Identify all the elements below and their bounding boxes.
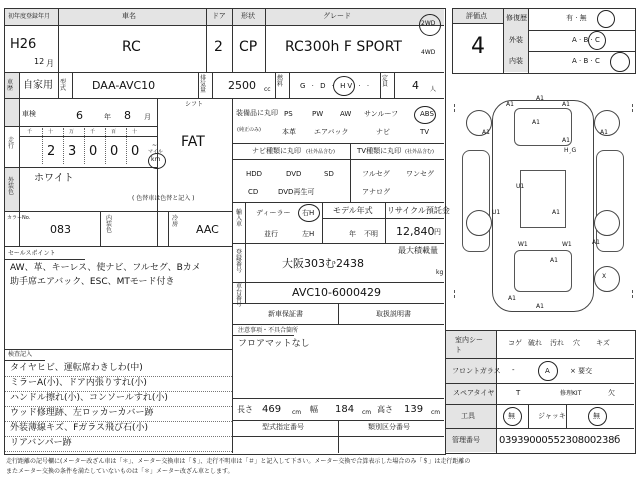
tv-option: アナログ [362, 188, 390, 196]
roof-panel [520, 170, 566, 228]
trunk-panel [514, 250, 572, 292]
front-glass-circle [538, 361, 558, 381]
import-right: 右H [302, 209, 315, 217]
fuel-label: 燃料 [277, 75, 284, 88]
inspector-line: ハンドル擦れ(小)、コンソールすれ(小) [10, 393, 168, 403]
jack-circle [588, 407, 607, 426]
grade-value: RC300h F SPORT [285, 39, 402, 55]
length-value: 469 [262, 404, 282, 415]
drive-2wd: 2WD [421, 20, 436, 27]
color-code: 083 [50, 223, 71, 236]
new-warranty: 新車保証書 [268, 310, 303, 318]
left-door-panel [462, 150, 490, 252]
import-right-circle [298, 204, 320, 222]
inspection-year-unit: 年 [104, 113, 111, 121]
front-glass-label: フロントガラス [452, 367, 501, 375]
spare-label: スペアタイヤ [453, 389, 495, 397]
interior-sheet-label: 室内シート [455, 336, 483, 354]
right-door-panel [596, 150, 624, 252]
odo-digit: 3 [68, 144, 77, 159]
damage-mark: A1 [532, 119, 540, 126]
length-label: 長さ [237, 405, 253, 414]
abs-circle [414, 106, 436, 124]
inspector-line: タイヤヒビ、運転席わきしわ(中) [10, 363, 143, 373]
damage-mark: A1 [592, 239, 600, 246]
front-glass-x: × 要交 [570, 367, 593, 375]
spare-repair: 修理KIT [560, 390, 582, 397]
tv-label: TV種類に丸印 [357, 147, 402, 155]
mgmt-label: 管理番号 [452, 436, 480, 444]
damage-mark: W1 [518, 241, 528, 248]
odo-digit-label: 十 [48, 129, 54, 135]
first-reg-year: H26 [10, 37, 37, 52]
inspector-line: ウッド修理跡、左ロッカーカバー跡 [10, 408, 154, 418]
equipment-item: サンルーフ [364, 110, 399, 118]
navi-note: (社外品含む) [306, 149, 335, 155]
fuel-hv-circle [333, 76, 355, 96]
interior-sheet-option: 穴 [573, 339, 580, 347]
equipment-item: AW [340, 110, 352, 118]
frame-no-value: AVC10-6000429 [292, 286, 381, 299]
ext-circle [588, 31, 606, 50]
jack-value: 無 [593, 412, 600, 420]
rear-right-tire [594, 210, 620, 236]
odo-digit-label: 百 [111, 129, 117, 135]
sales-point-line-1: AW、革、キーレス、使ナビ、フルセグ、Bカメ [10, 263, 201, 273]
first-reg-label: 初年度登録年月 [8, 13, 51, 20]
navi-label: ナビ種類に丸印 [252, 147, 301, 155]
damage-mark: A1 [562, 101, 570, 108]
max-load-label: 最大積載量 [398, 246, 438, 255]
odo-digit-label: 千 [90, 129, 96, 135]
width-value: 184 [335, 404, 355, 415]
car-name-label: 車名 [122, 12, 136, 20]
navi-option: HDD [246, 170, 263, 178]
height-value: 139 [404, 404, 424, 415]
color-value: ホワイト [34, 173, 74, 184]
model-label: 型式 [60, 79, 67, 92]
int-label: 内装 [509, 57, 523, 65]
damage-mark: A1 [508, 295, 516, 302]
jack-label: ジャッキ [538, 412, 566, 420]
usage-label: 車歴 [7, 79, 14, 92]
inspector-line: 外装薄線キズ、Fガラス飛び石(小) [10, 423, 149, 433]
disp-label: 排気量 [200, 75, 207, 94]
odo-unit-km: km [151, 156, 161, 163]
rear-left-tire [466, 210, 492, 236]
tv-option: ワンセグ [406, 170, 434, 178]
import-label: 輸入車 [236, 209, 243, 228]
damage-mark: A1 [552, 209, 560, 216]
sales-point-line-2: 助手席エアバック、ESC、MTモード付き [10, 277, 175, 287]
odo-tilde: ~ [152, 142, 158, 149]
damage-mark: H¸G [564, 147, 577, 154]
spare-none: 欠 [608, 389, 615, 397]
equipment-item: PS [284, 110, 293, 118]
odo-digit: 2 [47, 144, 56, 159]
front-glass-dash: - [512, 366, 515, 374]
model-year-unit: 年 [349, 230, 356, 238]
damage-mark: A1 [550, 257, 558, 264]
odo-digit: 0 [110, 144, 119, 159]
spec-no-label: 型式指定番号 [262, 423, 304, 431]
equipment-item: 本革 [282, 128, 296, 136]
persons-unit: 人 [430, 86, 437, 93]
equipment-item: ナビ [376, 128, 390, 136]
damage-mark: A1 [562, 137, 570, 144]
inspector-line: リアバンパー跡 [10, 438, 72, 448]
inspector-line: ミラーA(小)、ドア内張りすれ(小) [10, 378, 147, 388]
recycle-yen: 円 [434, 228, 441, 236]
tools-circle [503, 407, 522, 426]
damage-mark: U1 [516, 183, 525, 190]
tools-value: 無 [508, 412, 515, 420]
equipment-item: TV [420, 128, 430, 136]
score-label: 評価点 [466, 12, 487, 20]
capacity-label: 定員 [382, 75, 389, 88]
damage-mark: A1 [506, 101, 514, 108]
navi-option: SD [324, 170, 334, 178]
inspection-label: 車検 [22, 110, 36, 118]
inspection-month: 8 [124, 109, 131, 122]
odo-digit-label: 万 [69, 129, 75, 135]
tv-note: (社外品含む) [405, 149, 434, 155]
length-cm: cm [292, 409, 302, 416]
class-no-label: 類別区分番号 [368, 423, 410, 431]
footer-line-2: またメーター交換の条件を満たしていないものは「＊」メーター改ざん車とします。 [6, 468, 234, 475]
navi-option: DVD再生可 [278, 188, 315, 196]
shift-value: FAT [181, 134, 205, 150]
interior-sheet-option: キズ [596, 339, 610, 347]
int-circle [610, 52, 630, 72]
notes-text: フロアマットなし [238, 339, 310, 349]
width-cm: cm [362, 409, 372, 416]
damage-mark: A1 [536, 95, 544, 102]
navi-option: CD [248, 188, 259, 196]
sales-point-label: セールスポイント [8, 250, 56, 257]
tv-option: フルセグ [362, 170, 390, 178]
first-reg-month: 12 [34, 57, 45, 66]
car-name-value: RC [122, 39, 141, 55]
ext-label: 外装 [509, 36, 523, 44]
inspector-label: 検査記入 [8, 351, 33, 358]
odo-label: 走行 [8, 137, 15, 150]
damage-mark: A1 [536, 303, 544, 310]
equipment-item: PW [312, 110, 324, 118]
front-glass-a: A [545, 367, 550, 375]
import-dealer: ディーラー [256, 209, 291, 217]
equipment-label: 装備品に丸印 [236, 109, 278, 117]
model-year-label: モデル年式 [333, 206, 373, 215]
model-value: DAA-AVC10 [92, 79, 156, 92]
color-note: ( 色替車は色替と記入 ) [132, 195, 195, 202]
color-code-label: カラーNo. [7, 215, 31, 221]
odo-digit-label: 千 [27, 129, 33, 135]
cc-unit: cc [264, 86, 271, 93]
damage-mark: W1 [562, 241, 572, 248]
fuel-options: G · D · HV · · [300, 82, 372, 90]
frame-no-label: 車台番号 [236, 283, 243, 308]
inspection-year: 6 [76, 109, 83, 122]
shift-label: シフト [185, 101, 204, 108]
capacity-value: 4 [412, 79, 419, 92]
tools-label: 工具 [461, 412, 475, 420]
usage-value: 自家用 [23, 80, 53, 91]
displacement-value: 2500 [228, 79, 256, 92]
odo-digit: 0 [131, 144, 140, 159]
damage-mark: A1 [600, 129, 608, 136]
door-value: 2 [214, 39, 223, 55]
navi-option: DVD [286, 170, 302, 178]
repair-circle [597, 10, 615, 28]
damage-mark: U1 [492, 209, 501, 216]
import-left: 左H [302, 230, 315, 238]
max-load-kg: kg [436, 269, 444, 276]
equipment-item: ABS [420, 110, 434, 118]
equipment-item: エアバック [314, 128, 349, 136]
height-cm: cm [431, 409, 441, 416]
odo-digit-label: 十 [132, 129, 138, 135]
spare-t: T [516, 389, 521, 397]
model-year-unknown: 不明 [364, 230, 378, 238]
spare-tire [594, 266, 620, 292]
equipment-note: (純正のみ) [237, 127, 261, 133]
recycle-value: 12,840 [396, 225, 435, 238]
int-options: A · B · C [572, 57, 600, 65]
manual: 取扱説明書 [376, 310, 411, 318]
shape-value: CP [239, 39, 258, 55]
grade-label: グレード [323, 12, 351, 20]
mgmt-value: 0393900055230800238б [499, 435, 621, 446]
interior-color-label: 内装色 [106, 215, 113, 234]
interior-sheet-option: 汚れ [550, 339, 564, 347]
reg-no-label: 登録番号 [236, 249, 243, 274]
width-label: 幅 [310, 405, 318, 414]
recycle-label: リサイクル預託金 [387, 206, 450, 215]
interior-sheet-option: コゲ [508, 339, 522, 347]
odo-unit-mile: マイル [148, 149, 163, 155]
interior-sheet-option: 破れ [528, 339, 542, 347]
cold-label: 冷房 [172, 215, 179, 228]
repair-options: 有 · 無 [566, 14, 587, 22]
shape-label: 形状 [241, 12, 255, 20]
damage-mark: A1 [482, 129, 490, 136]
color-label: 外装色 [8, 177, 15, 196]
height-label: 高さ [377, 405, 393, 414]
footer-line-1: 走行距離の記号欄に(メーター改ざん車は「＊」、メーター交換車は「＄」、走行不明車は「＃」と記入して下さい。メーター交換で合算表示した場合のみ「＄」は走行距離の [6, 458, 471, 465]
odo-digit: 0 [89, 144, 98, 159]
import-parallel: 並行 [264, 230, 278, 238]
repair-label: 修復歴 [506, 14, 527, 22]
reg-no-value: 大阪303む2438 [282, 257, 364, 270]
ext-options: A · B · C [572, 36, 600, 44]
inspection-month-unit: 月 [144, 113, 151, 121]
car-diagram [452, 90, 634, 320]
month-unit: 月 [46, 59, 54, 68]
door-label: ドア [212, 12, 226, 20]
score-value: 4 [471, 34, 485, 59]
drive-4wd: 4WD [421, 49, 436, 56]
notes-label: 注意事項・不具合箇所 [238, 327, 299, 334]
ac-value: AAC [196, 223, 219, 236]
damage-mark: X [602, 273, 607, 280]
